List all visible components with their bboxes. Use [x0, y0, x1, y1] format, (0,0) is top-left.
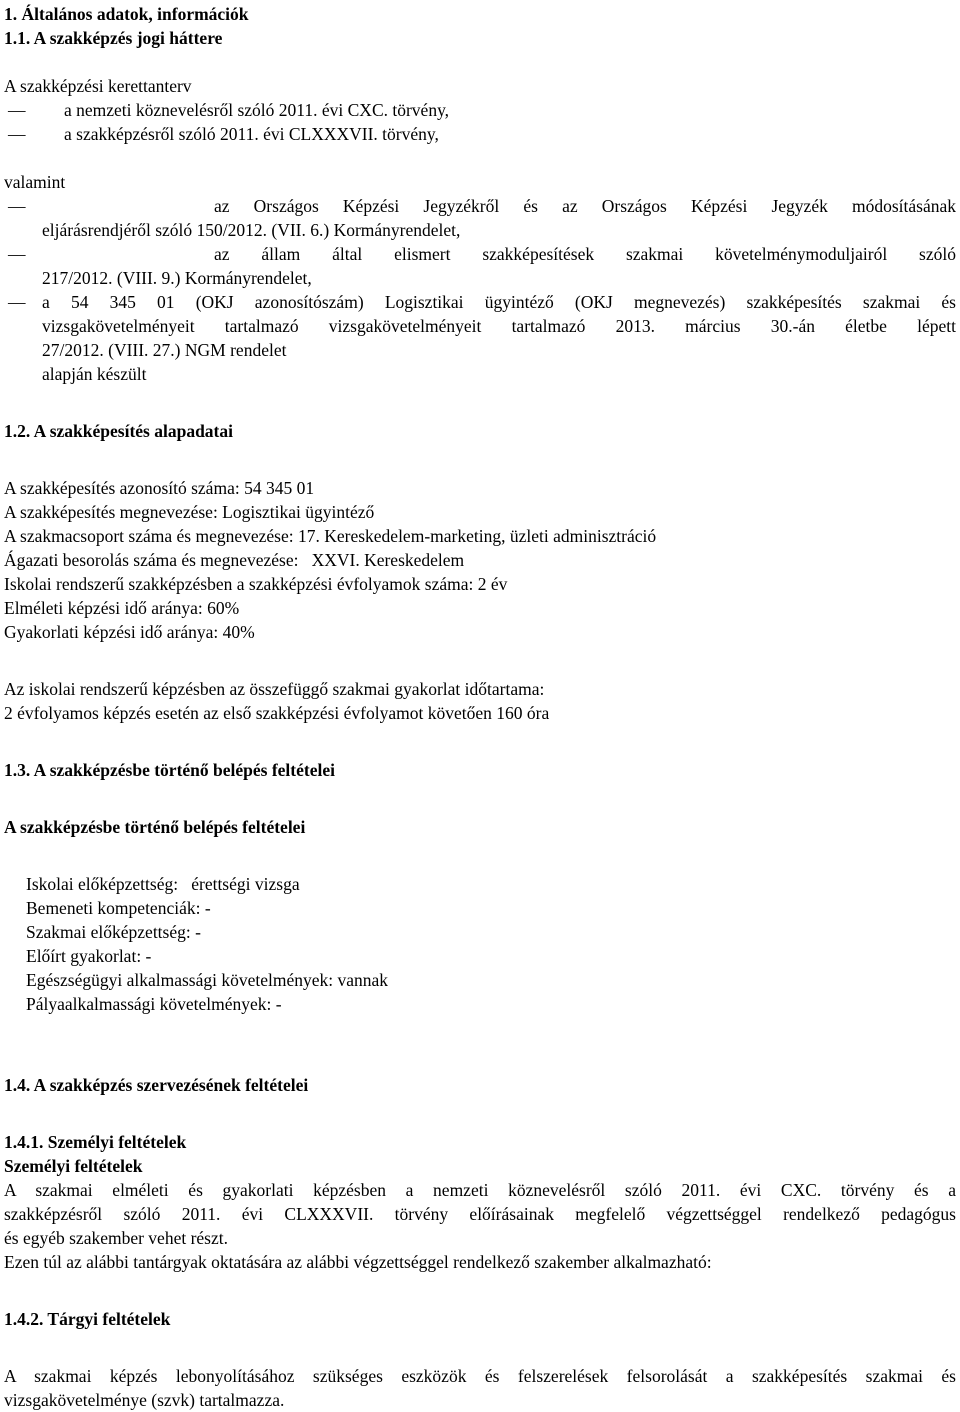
regulation-item: — az Országos Képzési Jegyzékről és az Országos Képzési Jegyzék módosításának eljárásrendjéről szóló 150/2012. (VII. 6.) Kormányrendelet, [8, 196, 956, 240]
personal-paragraph: Ezen túl az alábbi tantárgyak oktatására az alábbi végzettséggel rendelkező szakember alkalmazható: [4, 1252, 712, 1272]
heading-1-4: 1.4. A szakképzés szervezésének feltételei [4, 1075, 309, 1095]
practice-line: Az iskolai rendszerű képzésben az összefüggő szakmai gyakorlat időtartama: [4, 679, 545, 699]
entry-condition: Szakmai előképzettség: - [26, 922, 201, 942]
law-item: — a nemzeti köznevelésről szóló 2011. évi CXC. törvény, [8, 100, 450, 120]
heading-1-2: 1.2. A szakképesítés alapadatai [4, 421, 233, 441]
practice-line: 2 évfolyamos képzés esetén az első szakképzési évfolyamot követően 160 óra [4, 703, 550, 723]
heading-1: 1. Általános adatok, információk [4, 4, 249, 24]
basic-data-line: Iskolai rendszerű szakképzésben a szakképzési évfolyamok száma: 2 év [4, 574, 508, 594]
entry-condition: Pályaalkalmassági követelmények: - [26, 994, 282, 1014]
law-item: — a szakképzésről szóló 2011. évi CLXXXVII. törvény, [8, 124, 439, 144]
material-paragraph: A szakmai képzés lebonyolításához szükséges eszközök és felszerelések felsorolását a szakképesítés szakmai és [4, 1366, 956, 1386]
dash-bullet: — [8, 292, 26, 312]
entry-condition: Bemeneti kompetenciák: - [26, 898, 211, 918]
regulation-item: — a 54 345 01 (OKJ azonosítószám) Logisztikai ügyintéző (OKJ megnevezés) szakképesítés szakmai és vizsgakövetelményeit tartalmazó vizsgakövetelményeit tartalmazó 2013. március 30.-án életbe lépett 27/2012. (VIII. 27.) NGM rendelet [8, 292, 956, 360]
heading-1-4-2: 1.4.2. Tárgyi feltételek [4, 1309, 171, 1329]
basic-data-line: A szakmacsoport száma és megnevezése: 17. Kereskedelem-marketing, üzleti adminisztráció [4, 526, 657, 546]
dash-bullet: — [8, 124, 26, 144]
heading-1-1: 1.1. A szakképzés jogi háttere [4, 28, 223, 48]
basic-data-line: A szakképesítés azonosító száma: 54 345 01 [4, 478, 315, 498]
heading-1-3: 1.3. A szakképzésbe történő belépés feltételei [4, 760, 335, 780]
document-page [4, 2, 956, 1412]
entry-condition: Iskolai előképzettség: érettségi vizsga [26, 874, 300, 894]
personal-paragraph: A szakmai elméleti és gyakorlati képzésben a nemzeti köznevelésről szóló 2011. évi CXC. törvény és a [4, 1180, 956, 1200]
regulation-item: — az állam által elismert szakképesítések szakmai követelménymoduljairól szóló 217/2012. (VIII. 9.) Kormányrendelet, [8, 244, 956, 288]
entry-condition: Egészségügyi alkalmassági követelmények: vannak [26, 970, 389, 990]
basic-data-line: Ágazati besorolás száma és megnevezése: XXVI. Kereskedelem [4, 550, 465, 570]
basic-data-line: A szakképesítés megnevezése: Logisztikai ügyintéző [4, 502, 375, 522]
entry-condition: Előírt gyakorlat: - [26, 946, 152, 966]
entry-conditions-list [4, 872, 956, 1016]
personal-paragraph: szakképzésről szóló 2011. évi CLXXXVII. törvény előírásainak megfelelő végzettséggel rendelkező pedagógus [4, 1204, 956, 1224]
dash-bullet: — [8, 244, 26, 264]
valamint-text: valamint [4, 172, 66, 192]
heading-1-4-1: 1.4.1. Személyi feltételek [4, 1132, 187, 1152]
basic-data-line: Elméleti képzési idő aránya: 60% [4, 598, 240, 618]
basic-data-list [4, 476, 956, 644]
personal-paragraph: és egyéb szakember vehet részt. [4, 1228, 228, 1248]
alapjan-text: alapján készült [42, 364, 147, 384]
dash-bullet: — [8, 196, 26, 216]
subheading-personal: Személyi feltételek [4, 1156, 143, 1176]
basic-data-line: Gyakorlati képzési idő aránya: 40% [4, 622, 255, 642]
dash-bullet: — [8, 100, 26, 120]
kerettanterv-intro: A szakképzési kerettanterv [4, 76, 192, 96]
material-paragraph: vizsgakövetelménye (szvk) tartalmazza. [4, 1390, 285, 1410]
subheading-entry: A szakképzésbe történő belépés feltételei [4, 817, 306, 837]
